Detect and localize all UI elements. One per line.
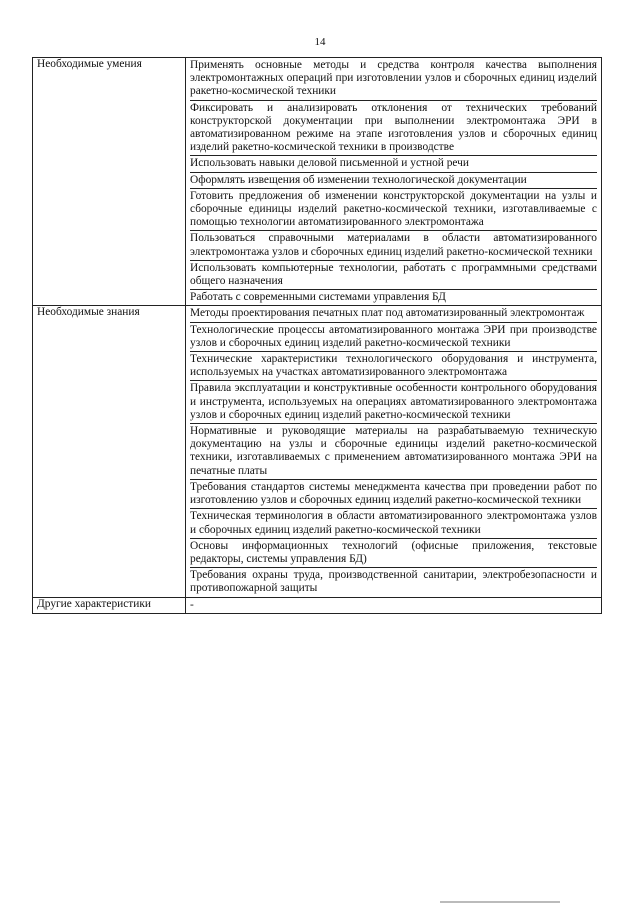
table-row-skills: [33, 58, 602, 306]
list-item: Готовить предложения об изменении конструкторской документации на узлы и сборочные единицы изделий ракетно-космической техники, изготавливаемые с помощью технологии автоматизированного электромонтажа: [190, 189, 597, 232]
list-item: Требования стандартов системы менеджмента качества при проведении работ по изготовлению узлов и сборочных единиц изделий ракетно-космической техники: [190, 480, 597, 509]
other-items: [186, 597, 602, 613]
list-item: Применять основные методы и средства контроля качества выполнения электромонтажных операций при изготовлении узлов и сборочных единиц изделий ракетно-космической техники: [190, 58, 597, 101]
table-row-knowledge: [33, 306, 602, 597]
knowledge-items: [186, 306, 602, 597]
list-item: Правила эксплуатации и конструктивные особенности контрольного оборудования и инструмента, используемых на операциях автоматизированного электромонтажа узлов и сборочных единиц изделий ракетно-космической техники: [190, 381, 597, 424]
list-item: Пользоваться справочными материалами в области автоматизированного электромонтажа узлов и сборочных единиц изделий ракетно-космической техники: [190, 231, 597, 260]
page-edge-mark: [440, 901, 560, 903]
list-item: Фиксировать и анализировать отклонения от технических требований конструкторской документации при выполнении электромонтажа ЭРИ в автоматизированном режиме на этапе изготовления узлов и сборочных единиц изделий ракетно-космической техники в производстве: [190, 101, 597, 157]
list-item: Техническая терминология в области автоматизированного электромонтажа узлов и сборочных единиц изделий ракетно-космической техники: [190, 509, 597, 538]
list-item: Использовать компьютерные технологии, работать с программными средствами общего назначения: [190, 261, 597, 290]
skills-items: [186, 58, 602, 306]
table-row-other: [33, 597, 602, 613]
list-item: Основы информационных технологий (офисные приложения, текстовые редакторы, системы управления БД): [190, 539, 597, 568]
page-number: 14: [314, 36, 326, 48]
list-item: Технологические процессы автоматизированного монтажа ЭРИ при производстве узлов и сборочных единиц изделий ракетно-космической техники: [190, 323, 597, 352]
list-item: Использовать навыки деловой письменной и устной речи: [190, 156, 597, 172]
list-item: Требования охраны труда, производственной санитарии, электробезопасности и противопожарной защиты: [190, 569, 597, 595]
requirements-table: [32, 57, 602, 614]
list-item: Работать с современными системами управления БД: [190, 291, 446, 304]
list-item: Оформлять извещения об изменении технологической документации: [190, 173, 597, 189]
group-label-skills: Необходимые умения: [33, 58, 186, 306]
list-item: Нормативные и руководящие материалы на разрабатываемую техническую документацию на узлы и сборочные единицы изделий ракетно-космической техники, изготавливаемых с применением автоматизированного монтажа ЭРИ на печатные платы: [190, 424, 597, 480]
list-item: Технические характеристики технологического оборудования и инструмента, используемых на участках автоматизированного электромонтажа: [190, 352, 597, 381]
list-item: Методы проектирования печатных плат под автоматизированный электромонтаж: [190, 306, 597, 322]
group-label-knowledge: Необходимые знания: [33, 306, 186, 597]
group-label-other: Другие характеристики: [33, 597, 186, 613]
list-item: -: [190, 598, 194, 611]
